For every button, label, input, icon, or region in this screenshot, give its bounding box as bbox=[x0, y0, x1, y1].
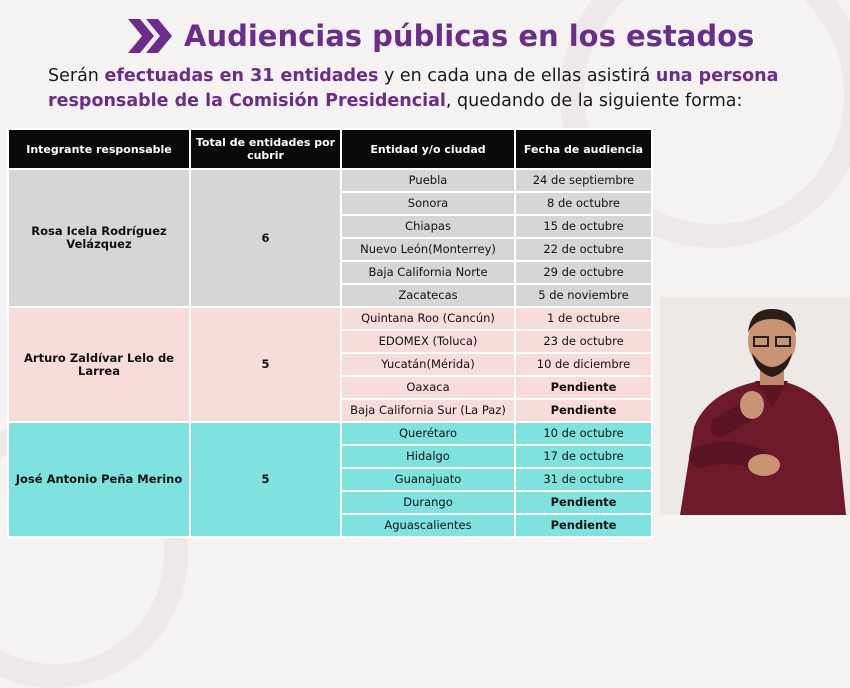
double-chevron-right-icon bbox=[128, 19, 174, 53]
hearing-date-cell: 29 de octubre bbox=[515, 261, 652, 284]
column-header: Integrante responsable bbox=[8, 129, 190, 169]
subtitle-part: y en cada una de ellas asistirá bbox=[378, 66, 656, 86]
table-body bbox=[8, 169, 652, 537]
entity-cell: Chiapas bbox=[341, 215, 515, 238]
entity-cell: Puebla bbox=[341, 169, 515, 192]
hearing-date-cell: 17 de octubre bbox=[515, 445, 652, 468]
column-header: Fecha de audiencia bbox=[515, 129, 652, 169]
subtitle-highlight: una persona responsable de la Comisión Presidencial bbox=[48, 66, 779, 111]
interpreter-figure bbox=[660, 297, 850, 515]
subtitle-text bbox=[48, 64, 788, 114]
hearing-date-cell: 10 de diciembre bbox=[515, 353, 652, 376]
hearing-date-cell: 23 de octubre bbox=[515, 330, 652, 353]
table-header-row bbox=[8, 129, 652, 169]
hearing-date-cell: 8 de octubre bbox=[515, 192, 652, 215]
responsible-name-cell: José Antonio Peña Merino bbox=[8, 422, 190, 537]
hearing-date-cell: 22 de octubre bbox=[515, 238, 652, 261]
subtitle-part: , quedando de la siguiente forma: bbox=[445, 91, 743, 111]
table-row bbox=[8, 307, 652, 330]
entity-cell: Sonora bbox=[341, 192, 515, 215]
hearing-date-cell: 24 de septiembre bbox=[515, 169, 652, 192]
entity-cell: Querétaro bbox=[341, 422, 515, 445]
hearing-date-cell: Pendiente bbox=[515, 399, 652, 422]
entity-cell: EDOMEX (Toluca) bbox=[341, 330, 515, 353]
column-header: Entidad y/o ciudad bbox=[341, 129, 515, 169]
entity-cell: Guanajuato bbox=[341, 468, 515, 491]
column-header: Total de entidades por cubrir bbox=[190, 129, 341, 169]
hearing-date-cell: 5 de noviembre bbox=[515, 284, 652, 307]
entity-cell: Aguascalientes bbox=[341, 514, 515, 537]
entity-cell: Zacatecas bbox=[341, 284, 515, 307]
hearing-date-cell: Pendiente bbox=[515, 491, 652, 514]
schedule-table bbox=[7, 128, 653, 538]
subtitle-part: Serán bbox=[48, 66, 105, 86]
responsible-name-cell: Rosa Icela Rodríguez Velázquez bbox=[8, 169, 190, 307]
page-title: Audiencias públicas en los estados bbox=[184, 19, 755, 53]
title-row bbox=[128, 14, 754, 58]
entity-cell: Yucatán(Mérida) bbox=[341, 353, 515, 376]
entity-cell: Nuevo León(Monterrey) bbox=[341, 238, 515, 261]
entity-cell: Quintana Roo (Cancún) bbox=[341, 307, 515, 330]
hearing-date-cell: 1 de octubre bbox=[515, 307, 652, 330]
entity-cell: Durango bbox=[341, 491, 515, 514]
entity-cell: Baja California Norte bbox=[341, 261, 515, 284]
sign-language-interpreter-video bbox=[660, 297, 850, 515]
hearing-date-cell: Pendiente bbox=[515, 376, 652, 399]
responsible-name-cell: Arturo Zaldívar Lelo de Larrea bbox=[8, 307, 190, 422]
hearing-date-cell: 15 de octubre bbox=[515, 215, 652, 238]
total-entities-cell: 6 bbox=[190, 169, 341, 307]
entity-cell: Oaxaca bbox=[341, 376, 515, 399]
total-entities-cell: 5 bbox=[190, 307, 341, 422]
table-row bbox=[8, 169, 652, 192]
table-row bbox=[8, 422, 652, 445]
hearing-date-cell: 10 de octubre bbox=[515, 422, 652, 445]
hearing-date-cell: Pendiente bbox=[515, 514, 652, 537]
subtitle-highlight: efectuadas en 31 entidades bbox=[104, 66, 379, 86]
entity-cell: Hidalgo bbox=[341, 445, 515, 468]
total-entities-cell: 5 bbox=[190, 422, 341, 537]
hearing-date-cell: 31 de octubre bbox=[515, 468, 652, 491]
entity-cell: Baja California Sur (La Paz) bbox=[341, 399, 515, 422]
